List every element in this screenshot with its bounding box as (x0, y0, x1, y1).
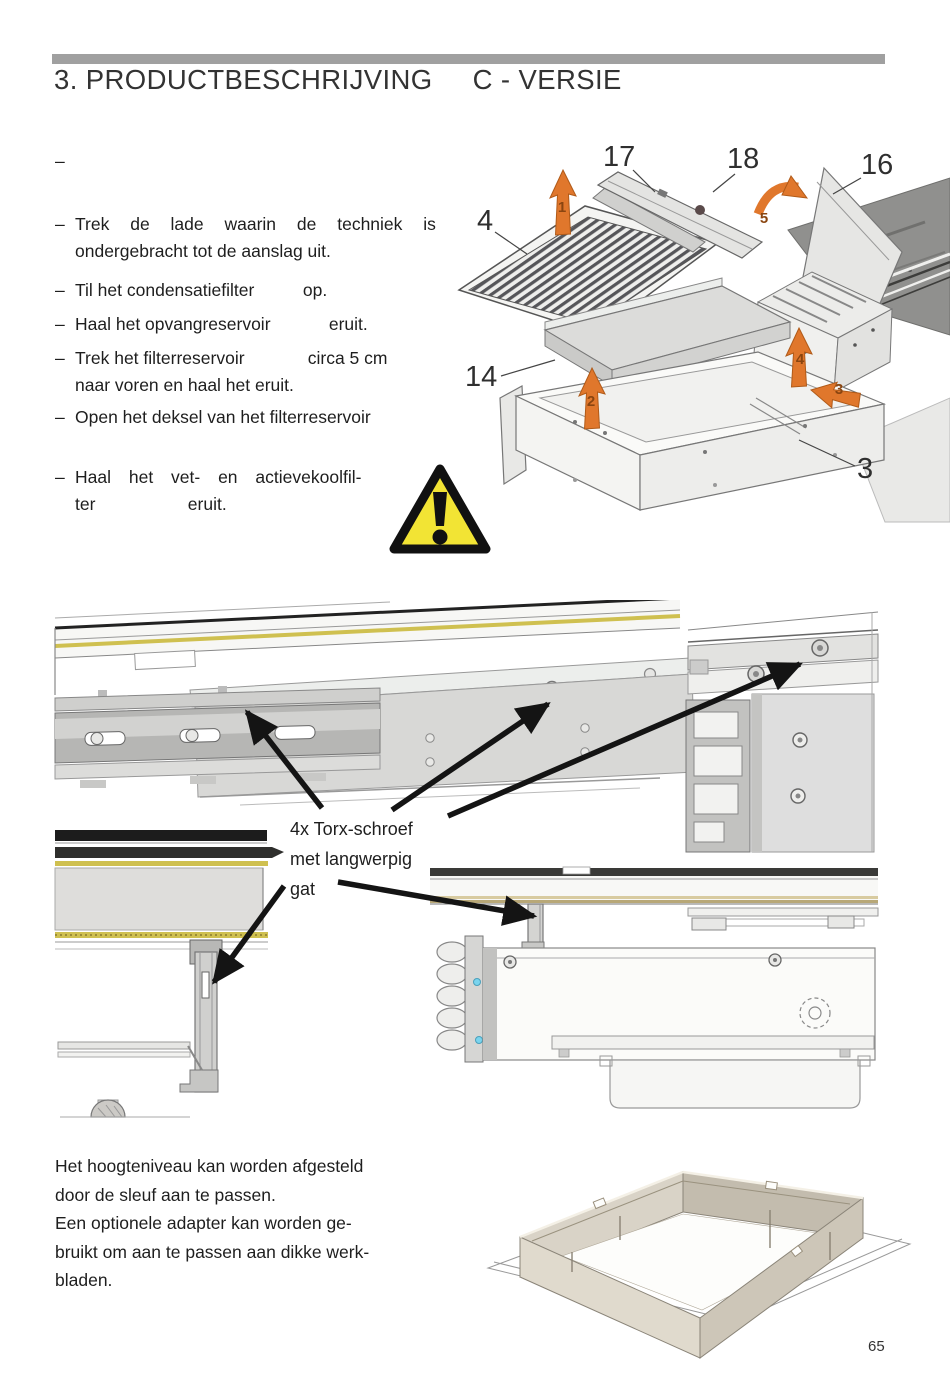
arrow-number: 5 (759, 210, 769, 227)
adapter-diagram (470, 1140, 950, 1370)
bullet-text: Trek de lade waarin de techniek is (75, 214, 436, 234)
footer-line: bruikt om aan te passen aan dikke werk- (55, 1241, 370, 1262)
page-number: 65 (868, 1338, 885, 1355)
corner-detail-view (55, 830, 284, 1117)
bullet-dash: – (55, 151, 65, 171)
bullet-text: Open het deksel van het filterreservoir (75, 407, 371, 427)
bullet-dash: – (55, 407, 65, 427)
page-title-section: 3. PRODUCTBESCHRIJVING (54, 64, 433, 95)
footer-line: bladen. (55, 1270, 113, 1291)
header-bar (52, 54, 885, 64)
bullet-text: ondergebracht tot de aanslag uit. (75, 241, 331, 261)
bullet-dash: – (55, 467, 65, 487)
bullet-text: naar voren en haal het eruit. (75, 375, 294, 395)
part-label-18: 18 (727, 143, 760, 175)
list-item (55, 464, 361, 518)
bullet-text: Haal het vet- en actievekoolfil- (75, 467, 362, 487)
bullet-dash: – (55, 314, 65, 334)
list-item (55, 311, 368, 338)
arrow-number: 4 (795, 351, 805, 368)
arrow-number: 1 (557, 199, 567, 216)
exploded-view-diagram (455, 130, 950, 525)
footer-line: Het hoogteniveau kan worden afgesteld (55, 1156, 364, 1176)
part-label-17: 17 (603, 141, 636, 173)
list-item (55, 211, 436, 265)
bullet-dash: – (55, 214, 65, 234)
part-label-4: 4 (477, 205, 494, 237)
mounting-detail-diagram (40, 600, 912, 1130)
arrow-number: 2 (586, 393, 596, 410)
list-item (55, 404, 371, 431)
adapter-frame (520, 1172, 863, 1358)
note-line: 4x Torx-schroef (290, 819, 413, 839)
bullet-text: Til het condensatiefilter op. (75, 280, 328, 300)
list-item (55, 345, 387, 399)
page-title (54, 64, 622, 96)
footer-line: door de sleuf aan te passen. (55, 1184, 276, 1205)
arrow-step-5-head (782, 176, 807, 198)
footer-line: Een optionele adapter kan worden ge- (55, 1213, 352, 1234)
bullet-dash: – (55, 280, 65, 300)
page-title-version: C - VERSIE (472, 64, 622, 95)
part-label-14: 14 (465, 361, 498, 393)
bullet-text: Trek het filterreservoir circa 5 cm (75, 348, 388, 368)
part-label-16: 16 (861, 149, 894, 181)
note-line: met langwerpig (290, 849, 413, 869)
bullet-dash: – (55, 348, 65, 368)
bullet-text: ter eruit. (75, 494, 227, 514)
list-item (55, 277, 327, 304)
note-line: gat (290, 879, 316, 899)
list-item (55, 148, 75, 175)
note-torx (290, 814, 413, 904)
arrow-number: 3 (834, 381, 844, 398)
main-section-view (55, 600, 695, 805)
cross-section-view (430, 867, 878, 1108)
footer-paragraph (55, 1152, 369, 1295)
right-detail-view (686, 612, 878, 852)
part-label-3: 3 (857, 453, 874, 485)
bullet-text: Haal het opvangreservoir eruit. (75, 314, 368, 334)
